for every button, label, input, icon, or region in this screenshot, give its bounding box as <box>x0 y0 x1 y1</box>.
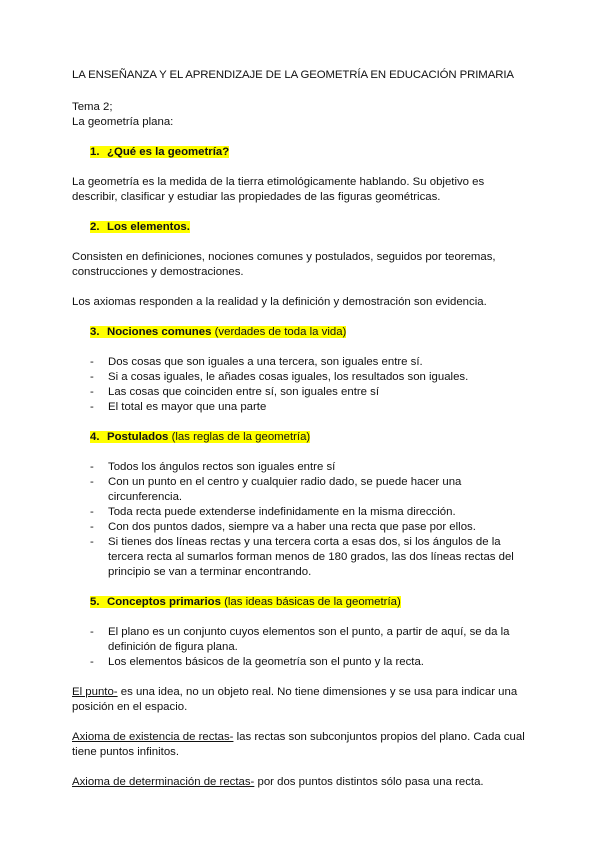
section-heading-5: 5. Conceptos primarios (las ideas básicas de la geometría) <box>90 596 401 608</box>
list-item: - Toda recta puede extenderse indefinidamente en la misma dirección. <box>90 506 456 518</box>
list-item: - Con dos puntos dados, siempre va a haber una recta que pase por ellos. <box>90 521 476 533</box>
list-item: - Si a cosas iguales, le añades cosas iguales, los resultados son iguales. <box>90 371 469 383</box>
document-title: LA ENSEÑANZA Y EL APRENDIZAJE DE LA GEOMETRÍA EN EDUCACIÓN PRIMARIA <box>72 69 514 81</box>
tema-label: Tema 2; <box>72 101 113 113</box>
definition-punto: El punto- es una idea, no un objeto real. No tiene dimensiones y se usa para indicar una posición en el espacio. <box>72 686 518 713</box>
subtitle: La geometría plana: <box>72 116 174 128</box>
list-item: - Con un punto en el centro y cualquier radio dado, se puede hacer una circunferencia. <box>90 476 462 503</box>
list-item: - Si tienes dos líneas rectas y una tercera corta a esas dos, si los ángulos de la tercera recta al sumarlos forman menos de 180 grados, las dos líneas rectas del principio se van a terminar encontrando. <box>90 536 514 578</box>
section-heading-4: 4. Postulados (las reglas de la geometría) <box>90 431 311 443</box>
nociones-list <box>72 355 532 415</box>
section-heading-2: 2. Los elementos. <box>90 221 190 233</box>
paragraph-elementos-1: Consisten en definiciones, nociones comunes y postulados, seguidos por teoremas, construcciones y demostraciones. <box>72 251 496 278</box>
list-item: - Dos cosas que son iguales a una tercera, son iguales entre sí. <box>90 356 423 368</box>
postulados-list <box>72 460 532 580</box>
conceptos-list <box>72 625 532 670</box>
list-item: - El total es mayor que una parte <box>90 401 267 413</box>
definition-existencia-rectas: Axioma de existencia de rectas- las rectas son subconjuntos propios del plano. Cada cual tiene puntos infinitos. <box>72 731 525 758</box>
list-item: - Las cosas que coinciden entre sí, son iguales entre sí <box>90 386 380 398</box>
list-item: - Los elementos básicos de la geometría son el punto y la recta. <box>90 656 424 668</box>
list-item: - El plano es un conjunto cuyos elementos son el punto, a partir de aquí, se da la definición de figura plana. <box>90 626 510 653</box>
paragraph-geometria: La geometría es la medida de la tierra etimológicamente hablando. Su objetivo es describir, clasificar y estudiar las propiedades de las figuras geométricas. <box>72 176 485 203</box>
section-heading-1: 1. ¿Qué es la geometría? <box>90 146 230 158</box>
paragraph-elementos-2: Los axiomas responden a la realidad y la definición y demostración son evidencia. <box>72 296 487 308</box>
section-heading-3: 3. Nociones comunes (verdades de toda la vida) <box>90 326 347 338</box>
document-page <box>72 68 532 790</box>
list-item: - Todos los ángulos rectos son iguales entre sí <box>90 461 336 473</box>
definition-determinacion-rectas: Axioma de determinación de rectas- por dos puntos distintos sólo pasa una recta. <box>72 776 484 788</box>
